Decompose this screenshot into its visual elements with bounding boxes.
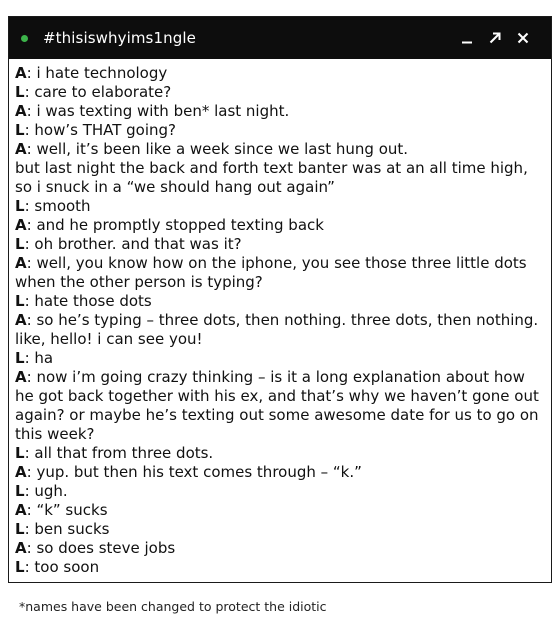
- close-button[interactable]: [509, 25, 537, 51]
- speaker-label: A: [15, 501, 27, 519]
- chat-message: [15, 292, 543, 311]
- minimize-icon: [460, 31, 474, 45]
- chat-message: [15, 121, 543, 140]
- speaker-label: L: [15, 558, 25, 576]
- close-icon: [516, 31, 530, 45]
- chat-message: [15, 349, 543, 368]
- chat-window: [8, 16, 552, 583]
- message-text: so he’s typing – three dots, then nothing. three dots, then nothing. like, hello! i can see you!: [15, 311, 539, 348]
- expand-button[interactable]: [481, 25, 509, 51]
- speaker-label: L: [15, 235, 25, 253]
- speaker-separator: :: [24, 83, 35, 101]
- speaker-label: L: [15, 482, 25, 500]
- speaker-separator: :: [24, 197, 35, 215]
- speaker-label: A: [15, 539, 27, 557]
- speaker-label: L: [15, 83, 25, 101]
- window-controls: [453, 25, 537, 51]
- speaker-label: A: [15, 140, 27, 158]
- message-text: i was texting with ben* last night.: [36, 102, 290, 120]
- speaker-label: L: [15, 349, 25, 367]
- message-text: ugh.: [34, 482, 68, 500]
- chat-message: [15, 235, 543, 254]
- message-text: but last night the back and forth text banter was at an all time high, so i snuck in a “we should hang out again”: [15, 159, 528, 196]
- chat-message: [15, 482, 543, 501]
- speaker-separator: :: [24, 444, 35, 462]
- speaker-separator: :: [24, 349, 35, 367]
- message-text: ben sucks: [34, 520, 110, 538]
- speaker-separator: :: [24, 292, 35, 310]
- message-text: hate those dots: [34, 292, 152, 310]
- speaker-separator: :: [26, 539, 37, 557]
- chat-message: [15, 501, 543, 520]
- message-text: yup. but then his text comes through – “k.”: [36, 463, 362, 481]
- chat-message: [15, 539, 543, 558]
- speaker-separator: :: [24, 520, 35, 538]
- message-text: ha: [34, 349, 54, 367]
- speaker-label: L: [15, 197, 25, 215]
- speaker-label: L: [15, 444, 25, 462]
- message-text: well, you know how on the iphone, you see those three little dots when the other person is typing?: [15, 254, 527, 291]
- chat-message: [15, 83, 543, 102]
- speaker-label: L: [15, 121, 25, 139]
- window-titlebar: [9, 17, 551, 59]
- online-status-icon: [21, 35, 28, 42]
- chat-message: [15, 197, 543, 216]
- message-text: “k” sucks: [36, 501, 108, 519]
- speaker-separator: :: [26, 216, 37, 234]
- chat-transcript: [9, 59, 551, 577]
- message-text: now i’m going crazy thinking – is it a long explanation about how he got back together with his ex, and that’s why we haven’t gone out again? or maybe he’s texting out some awesome date for us to go on this week?: [15, 368, 539, 443]
- speaker-label: L: [15, 520, 25, 538]
- message-text: so does steve jobs: [36, 539, 176, 557]
- message-text: how’s THAT going?: [34, 121, 177, 139]
- speaker-label: A: [15, 463, 27, 481]
- window-title: #thisiswhyims1ngle: [43, 29, 196, 47]
- message-text: care to elaborate?: [34, 83, 172, 101]
- speaker-separator: :: [24, 558, 35, 576]
- chat-message: [15, 102, 543, 121]
- speaker-separator: :: [26, 463, 37, 481]
- expand-icon: [488, 31, 502, 45]
- chat-message: [15, 140, 543, 159]
- footnote: *names have been changed to protect the idiotic: [19, 599, 327, 614]
- speaker-separator: :: [26, 102, 37, 120]
- speaker-separator: :: [24, 235, 35, 253]
- message-text: well, it’s been like a week since we last hung out.: [36, 140, 409, 158]
- chat-message: [15, 558, 543, 577]
- speaker-label: L: [15, 292, 25, 310]
- speaker-separator: :: [26, 140, 37, 158]
- message-text: i hate technology: [36, 64, 168, 82]
- message-text: all that from three dots.: [34, 444, 214, 462]
- speaker-label: A: [15, 368, 27, 386]
- chat-message: [15, 254, 543, 292]
- message-text: smooth: [34, 197, 91, 215]
- speaker-label: A: [15, 254, 27, 272]
- speaker-separator: :: [26, 64, 37, 82]
- chat-message: [15, 444, 543, 463]
- speaker-label: A: [15, 102, 27, 120]
- speaker-label: A: [15, 216, 27, 234]
- chat-message: [15, 311, 543, 349]
- chat-message: [15, 520, 543, 539]
- chat-message: [15, 64, 543, 83]
- minimize-button[interactable]: [453, 25, 481, 51]
- chat-message: [15, 463, 543, 482]
- chat-message: [15, 159, 543, 197]
- speaker-label: A: [15, 64, 27, 82]
- chat-message: [15, 368, 543, 444]
- speaker-separator: :: [24, 121, 35, 139]
- speaker-separator: :: [26, 368, 37, 386]
- speaker-separator: :: [26, 501, 37, 519]
- speaker-separator: :: [26, 311, 37, 329]
- speaker-separator: :: [26, 254, 37, 272]
- message-text: oh brother. and that was it?: [34, 235, 242, 253]
- speaker-label: A: [15, 311, 27, 329]
- chat-message: [15, 216, 543, 235]
- speaker-separator: :: [24, 482, 35, 500]
- message-text: and he promptly stopped texting back: [36, 216, 324, 234]
- message-text: too soon: [34, 558, 100, 576]
